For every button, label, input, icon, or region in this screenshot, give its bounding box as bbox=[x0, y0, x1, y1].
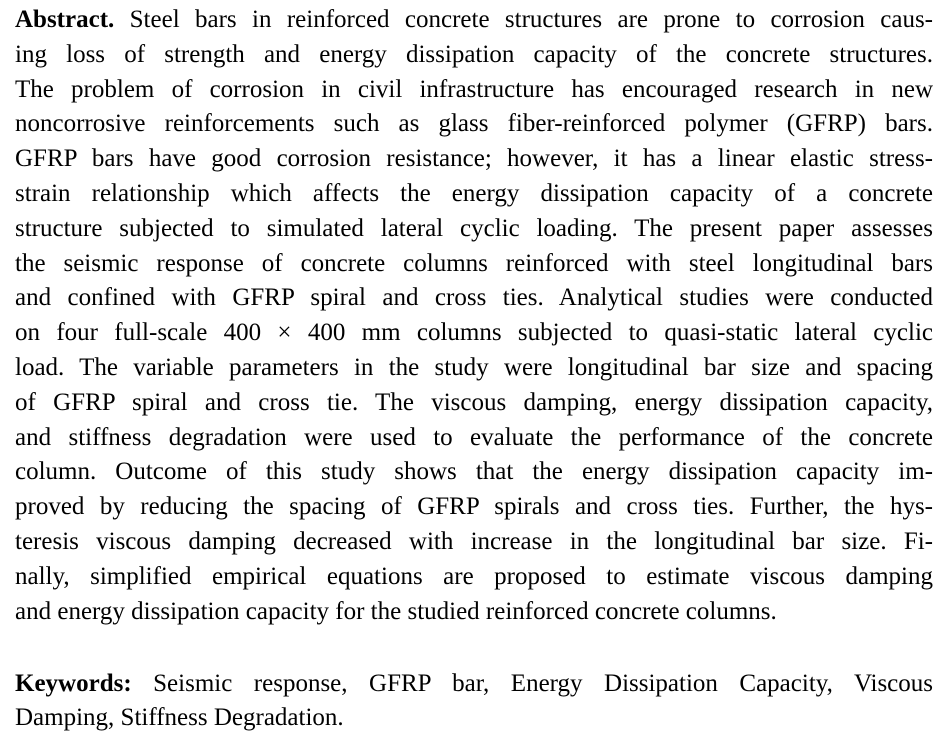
paragraph-spacer bbox=[15, 629, 933, 667]
keywords-line-2: Damping, Stiffness Degradation. bbox=[15, 704, 344, 732]
abstract-line-7: structure subjected to simulated lateral cyclic loading. The present paper assesses bbox=[15, 214, 933, 242]
abstract-label: Abstract. bbox=[15, 6, 115, 33]
keywords-line-1 bbox=[15, 667, 933, 701]
keywords-paragraph bbox=[15, 667, 933, 735]
abstract-line-4: noncorrosive reinforcements such as glass fiber-reinforced polymer (GFRP) bars. bbox=[15, 110, 933, 138]
abstract-line-5: GFRP bars have good corrosion resistance; however, it has a linear elastic stress- bbox=[15, 145, 933, 173]
abstract-line-12: of GFRP spiral and cross tie. The viscous damping, energy dissipation capacity, bbox=[15, 388, 933, 416]
keywords-label: Keywords: bbox=[15, 670, 132, 698]
abstract-line-3: The problem of corrosion in civil infrastructure has encouraged research in new bbox=[15, 75, 933, 103]
paper-text bbox=[15, 3, 933, 735]
abstract-line-18: and energy dissipation capacity for the studied reinforced concrete columns. bbox=[15, 597, 777, 625]
abstract-line-17: nally, simplified empirical equations are proposed to estimate viscous damping bbox=[15, 562, 933, 590]
abstract-line-6: strain relationship which affects the energy dissipation capacity of a concrete bbox=[15, 179, 933, 207]
abstract-line-15: proved by reducing the spacing of GFRP spirals and cross ties. Further, the hys- bbox=[15, 493, 933, 521]
keywords-line-text: Seismic response, GFRP bar, Energy Dissipation Capacity, Viscous bbox=[131, 670, 933, 698]
abstract-paragraph bbox=[15, 3, 933, 629]
abstract-line-9: and confined with GFRP spiral and cross ties. Analytical studies were conducted bbox=[15, 284, 933, 312]
abstract-line-16: teresis viscous damping decreased with increase in the longitudinal bar size. Fi- bbox=[15, 527, 933, 555]
abstract-line-10: on four full-scale 400 × 400 mm columns subjected to quasi-static lateral cyclic bbox=[15, 319, 933, 347]
abstract-line-8: the seismic response of concrete columns reinforced with steel longitudinal bars bbox=[15, 249, 933, 277]
abstract-line-1 bbox=[15, 3, 933, 38]
abstract-line-text: Steel bars in reinforced concrete structures are prone to corrosion caus- bbox=[114, 6, 933, 33]
abstract-line-13: and stiffness degradation were used to evaluate the performance of the concrete bbox=[15, 423, 933, 451]
abstract-line-2: ing loss of strength and energy dissipation capacity of the concrete structures. bbox=[15, 40, 933, 68]
abstract-line-11: load. The variable parameters in the study were longitudinal bar size and spacing bbox=[15, 353, 933, 381]
abstract-line-14: column. Outcome of this study shows that the energy dissipation capacity im- bbox=[15, 458, 933, 486]
